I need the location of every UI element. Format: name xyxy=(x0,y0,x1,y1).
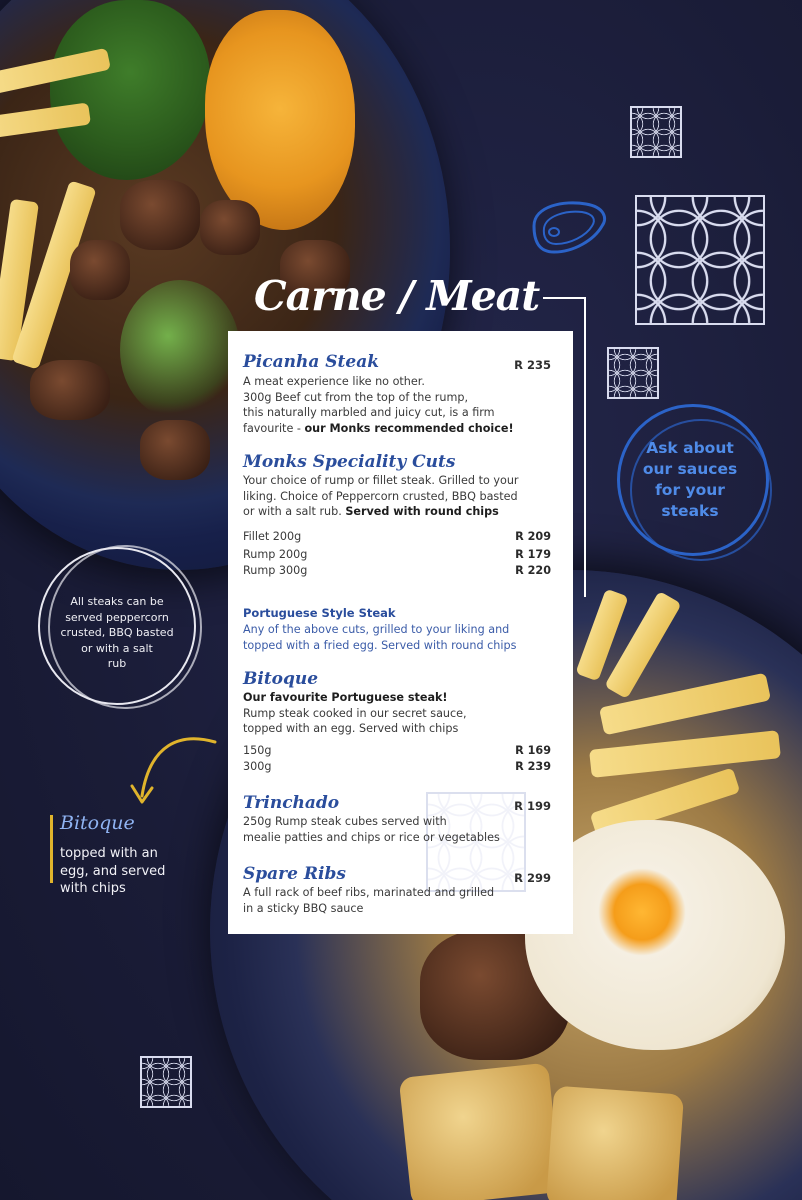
item-name-bitoque: Bitoque xyxy=(243,669,319,689)
meat-cube xyxy=(30,360,110,420)
price-trinchado: R 199 xyxy=(514,799,551,813)
option-row: 300g R 239 xyxy=(243,760,551,773)
steak-icon xyxy=(524,196,610,258)
geometric-pattern xyxy=(635,195,765,325)
desc-bitoque: Our favourite Portuguese steak! Rump steak cooked in our secret sauce, topped with an egg. Served with chips xyxy=(243,691,467,736)
geometric-pattern xyxy=(607,347,659,399)
steak-note-text: All steaks can be served peppercorn crusted, BBQ basted or with a salt rub xyxy=(60,595,174,670)
menu-card xyxy=(228,331,573,934)
desc-trinchado: 250g Rump steak cubes served with mealie patties and chips or rice or vegetables xyxy=(243,815,500,844)
desc-portuguese: Any of the above cuts, grilled to your liking and topped with a fried egg. Served with round chips xyxy=(243,623,517,652)
geometric-pattern xyxy=(140,1056,192,1108)
desc-picanha: A meat experience like no other. 300g Beef cut from the top of the rump, this naturally marbled and juicy cut, is a firm favourite - our Monks recommended choice! xyxy=(243,375,514,435)
item-name-portuguese: Portuguese Style Steak xyxy=(243,606,396,620)
title-divider xyxy=(543,297,585,299)
page-title: Carne / Meat xyxy=(254,272,540,320)
desc-spare-ribs: A full rack of beef ribs, marinated and grilled in a sticky BBQ sauce xyxy=(243,886,495,915)
side-callout-title: Bitoque xyxy=(60,812,135,834)
title-divider-vertical xyxy=(584,297,586,597)
meat-cube xyxy=(200,200,260,255)
sauce-callout-text: Ask about our sauces for your steaks xyxy=(642,439,738,520)
side-callout-text: topped with an egg, and served with chips xyxy=(60,846,166,896)
price-spare-ribs: R 299 xyxy=(514,871,551,885)
item-name-monks: Monks Speciality Cuts xyxy=(243,452,456,472)
geometric-pattern xyxy=(630,106,682,158)
curved-arrow-icon xyxy=(120,730,220,820)
option-row: Fillet 200g R 209 xyxy=(243,530,551,543)
item-name-trinchado: Trinchado xyxy=(243,793,340,813)
item-name-spare-ribs: Spare Ribs xyxy=(243,864,346,884)
option-row: 150g R 169 xyxy=(243,744,551,757)
option-row: Rump 200g R 179 xyxy=(243,548,551,561)
desc-monks: Your choice of rump or fillet steak. Grilled to your liking. Choice of Peppercorn crusted, BBQ basted or with a salt rub. Served with round chips xyxy=(243,474,519,519)
meat-cube xyxy=(70,240,130,300)
microgreens xyxy=(120,280,240,420)
meat-cube xyxy=(120,180,200,250)
item-name-picanha: Picanha Steak xyxy=(243,352,379,372)
mealie-patty xyxy=(399,1063,562,1200)
side-callout-bar xyxy=(50,815,53,883)
option-row: Rump 300g R 220 xyxy=(243,564,551,577)
meat-cube xyxy=(140,420,210,480)
mealie-patty xyxy=(546,1086,684,1200)
price-picanha: R 235 xyxy=(514,358,551,372)
